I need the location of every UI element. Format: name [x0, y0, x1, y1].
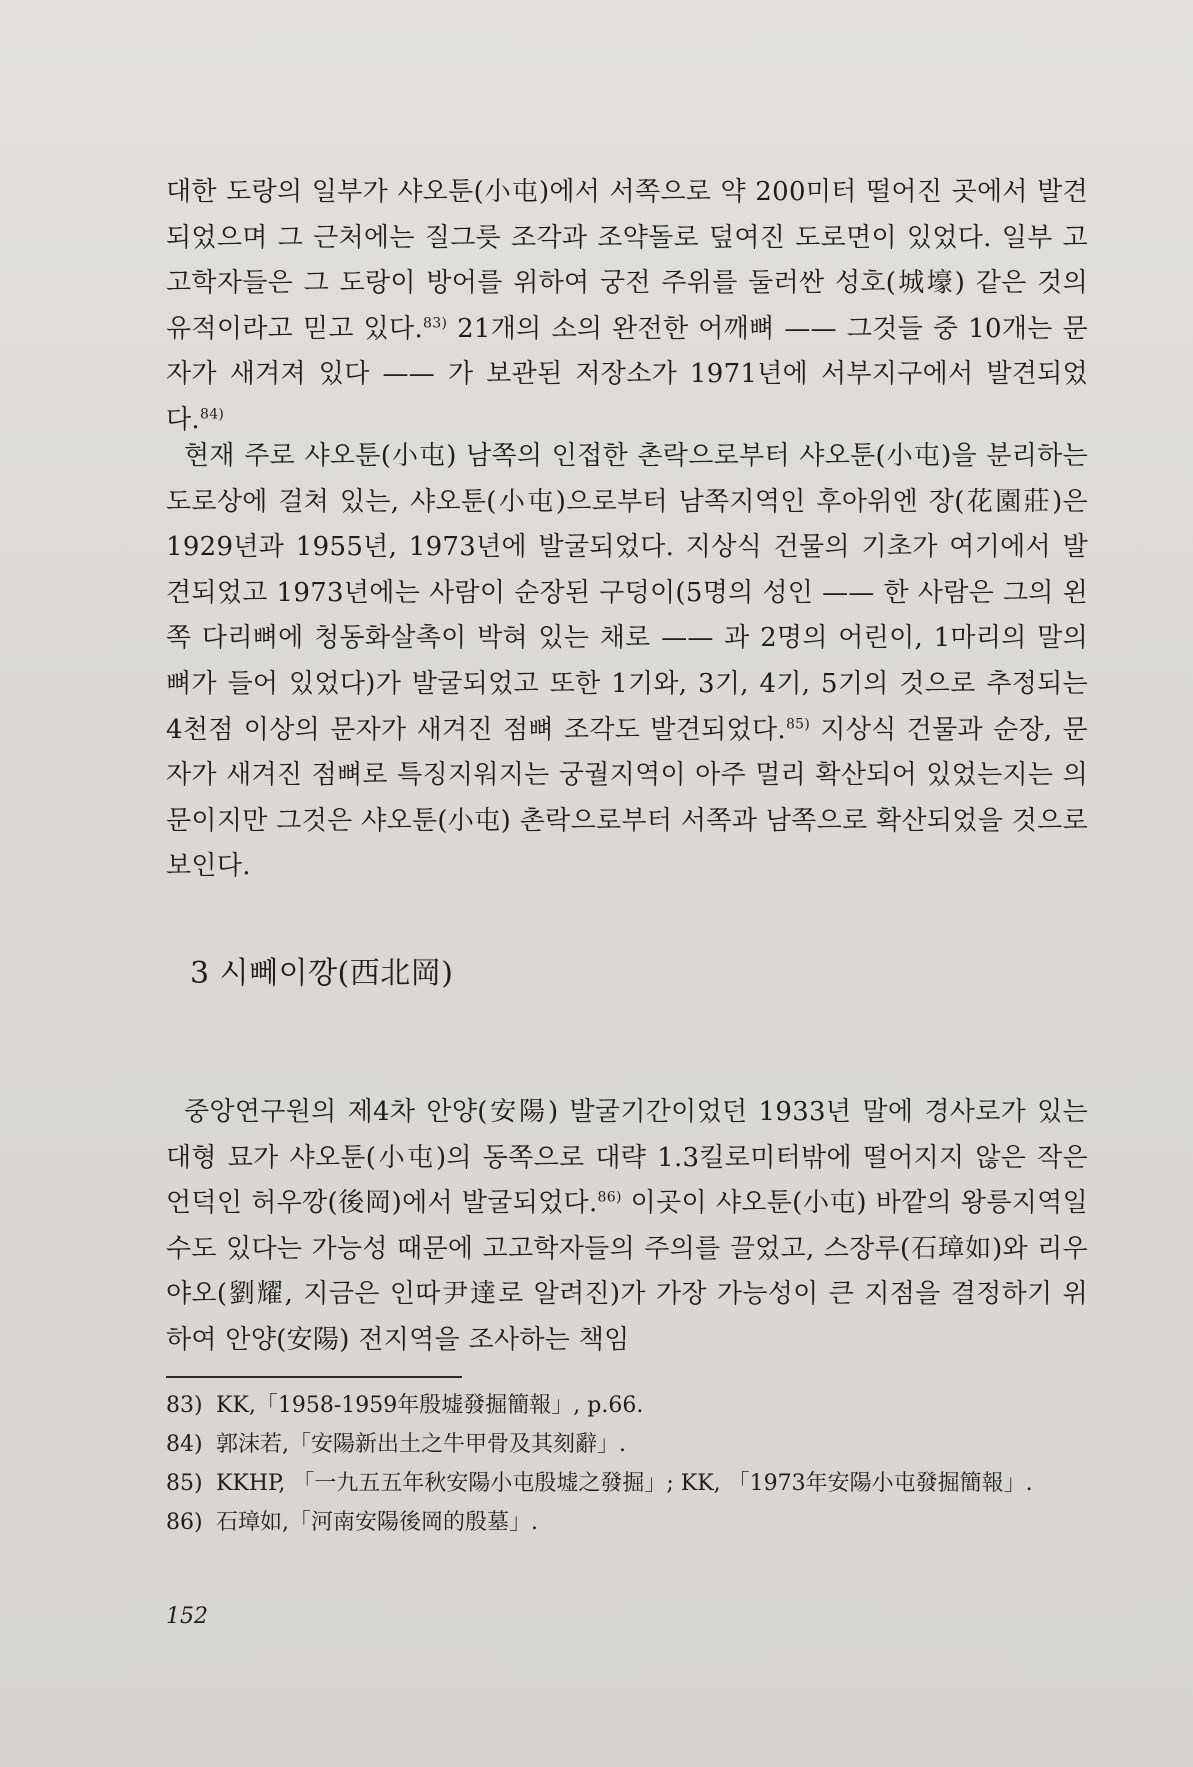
- body-paragraph-2: [166, 434, 1088, 890]
- footnote-number: 83): [166, 1393, 203, 1418]
- footnote-86: [166, 1503, 1088, 1542]
- text-segment: 이곳이 샤오툰(小屯) 바깥의 왕릉지역일 수도 있다는 가능성 때문에 고고학자들의 주의를 끌었고, 스장루(石璋如)와 리우야오(劉耀, 지금은 인따尹達로 알려진)가 가장 가능성이 큰 지점을 결정하기 위하여 안양(安陽) 전지역을 조사하는 책임: [166, 1188, 1088, 1355]
- footnote-text: 郭沫若,「安陽新出土之牛甲骨及其刻辭」.: [216, 1432, 626, 1457]
- text-segment: 중앙연구원의 제4차 안양(安陽) 발굴기간이었던 1933년 말에 경사로가 있는 대형 묘가 샤오툰(小屯)의 동쪽으로 대략 1.3킬로미터밖에 떨어지지 않은 작은 언덕인 허우깡(後岡)에서 발굴되었다.: [166, 1097, 1088, 1219]
- footnote-text: KK,「1958-1959年殷墟發掘簡報」, p.66.: [216, 1393, 644, 1418]
- text-segment: 대한 도랑의 일부가 샤오툰(小屯)에서 서쪽으로 약 200미터 떨어진 곳에서 발견되었으며 그 근처에는 질그릇 조각과 조약돌로 덮여진 도로면이 있었다. 일부 고고학자들은 그 도랑이 방어를 위하여 궁전 주위를 둘러싼 성호(城壕) 같은 것의 유적이라고 믿고 있다.: [166, 177, 1088, 344]
- page-number: 152: [166, 1604, 208, 1629]
- text-segment: 21개의 소의 완전한 어깨뼈 —— 그것들 중 10개는 문자가 새겨져 있다 —— 가 보관된 저장소가 1971년에 서부지구에서 발견되었다.: [166, 313, 1088, 435]
- footnote-number: 86): [166, 1510, 203, 1535]
- footnote-83: [166, 1386, 1088, 1425]
- footnote-number: 85): [166, 1471, 203, 1496]
- text-segment: 지상식 건물과 순장, 문자가 새겨진 점뼈로 특징지워지는 궁궐지역이 아주 멀리 확산되어 있었는지는 의문이지만 그것은 샤오툰(小屯) 촌락으로부터 서쪽과 남쪽으로 확산되었을 것으로 보인다.: [166, 714, 1088, 882]
- footnote-ref-85[interactable]: 85): [785, 715, 811, 732]
- body-paragraph-3: [166, 1090, 1088, 1364]
- body-paragraph-1: [166, 170, 1088, 444]
- footnote-ref-83[interactable]: 83): [423, 315, 448, 332]
- text-segment: 현재 주로 샤오툰(小屯) 남쪽의 인접한 촌락으로부터 샤오툰(小屯)을 분리하는 도로상에 걸쳐 있는, 샤오툰(小屯)으로부터 남쪽지역인 후아위엔 장(花園莊)은 1929년과 1955년, 1973년에 발굴되었다. 지상식 건물의 기초가 여기에서 발견되었고 1973년에는 사람이 순장된 구덩이(5명의 성인 —— 한 사람은 그의 왼쪽 다리뼈에 청동화살촉이 박혀 있는 채로 —— 과 2명의 어린이, 1마리의 말의 뼈가 들어 있었다)가 발굴되었고 또한 1기와, 3기, 4기, 5기의 것으로 추정되는 4천점 이상의 문자가 새겨진 점뼈 조각도 발견되었다.: [166, 441, 1088, 745]
- footnote-ref-86[interactable]: 86): [597, 1189, 622, 1206]
- section-heading: 3 시뻬이깡(西北岡): [190, 956, 454, 991]
- footnote-number: 84): [166, 1432, 203, 1457]
- footnote-text: 石璋如,「河南安陽後岡的殷墓」.: [216, 1510, 538, 1535]
- footnote-text: KKHP, 「一九五五年秋安陽小屯殷墟之發掘」; KK, 「1973年安陽小屯發掘簡報」.: [216, 1471, 1033, 1496]
- footnote-84: [166, 1425, 1088, 1464]
- footnote-divider: [166, 1376, 462, 1378]
- footnote-85: [166, 1464, 1088, 1503]
- footnote-list: [166, 1386, 1088, 1542]
- footnote-ref-84[interactable]: 84): [199, 406, 225, 423]
